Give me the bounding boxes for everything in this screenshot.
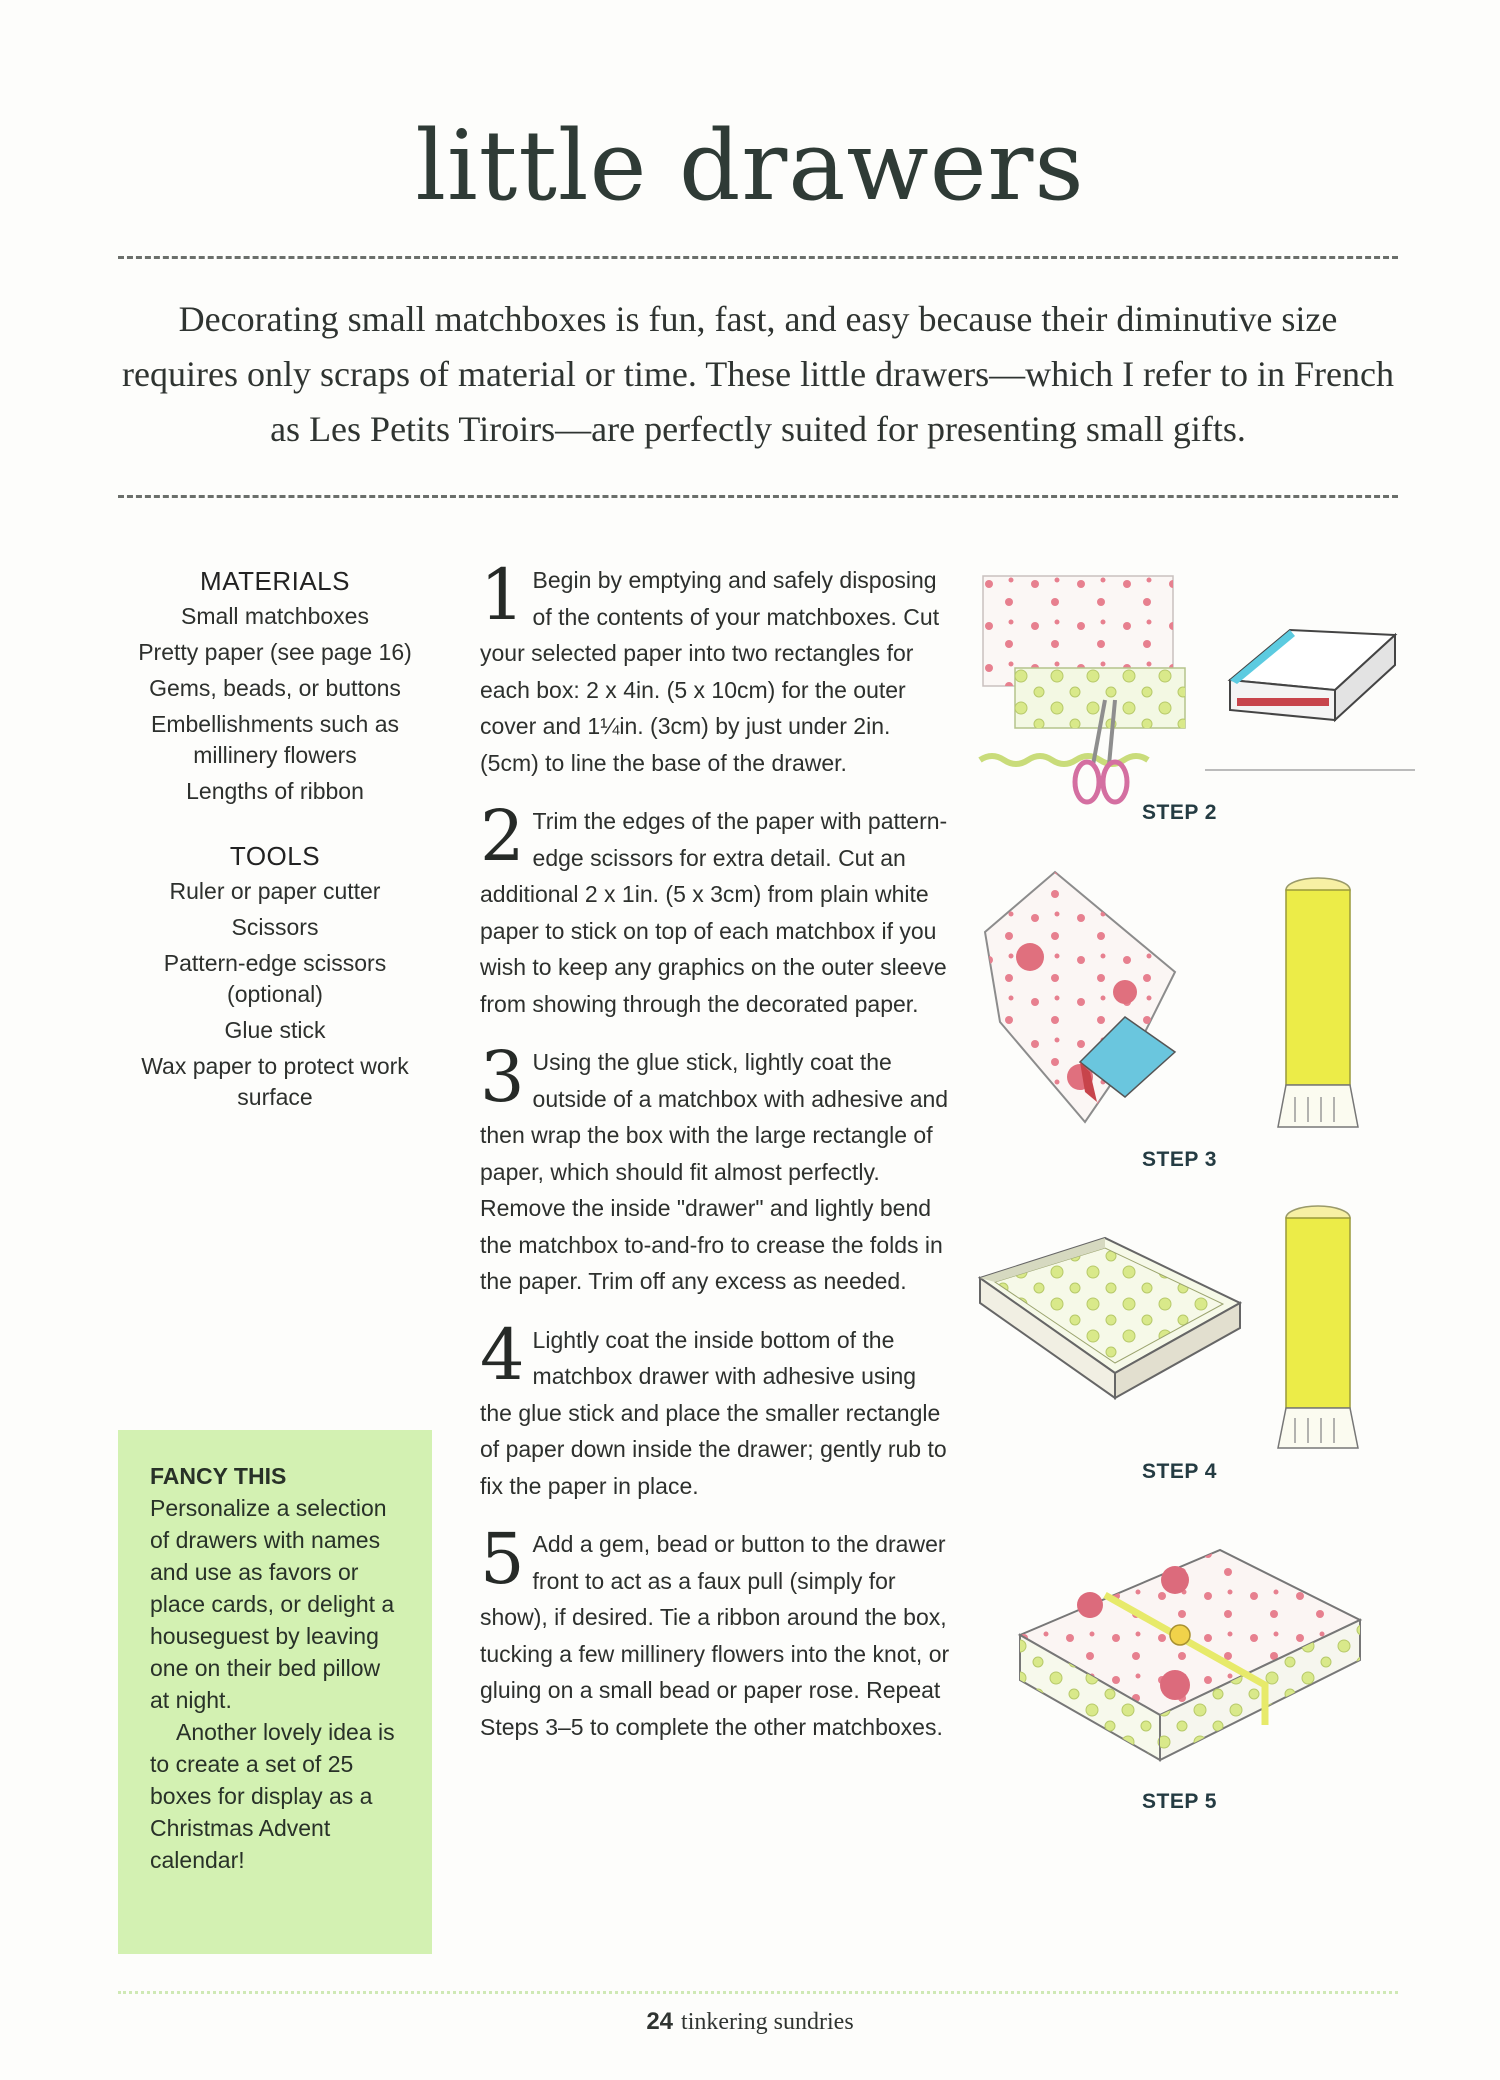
step-text: Lightly coat the inside bottom of the matchbox drawer with adhesive using the glue stick and place the smaller rectangle of paper down inside the drawer; gently rub to fix the paper in place. [480,1326,947,1499]
fancy-this-box [118,1430,432,1954]
top-divider [118,256,1398,259]
finished-matchbox-icon [1020,1550,1360,1760]
instructions [480,554,950,1767]
tools-item: Ruler or paper cutter [169,878,381,904]
page-footer [0,2008,1500,2036]
step-number: 5 [480,1518,525,1600]
glue-stick-icon [1278,878,1358,1127]
tools-item: Scissors [231,914,319,940]
step-text: Using the glue stick, lightly coat the outside of a matchbox with adhesive and then wrap the box with the large rectangle of paper, which should fit almost perfectly. Remove the inside "drawer" and lightly bend the matchbox to-and-fro to crease the folds in the paper. Trim off any excess as needed. [480,1049,949,1294]
step-text: Trim the edges of the paper with pattern-edge scissors for extra detail. Cut an additional 2 x 1in. (5 x 3cm) from plain white paper to stick on top of each matchbox if you wish to keep any graphics on the outer sleeve from showing through the decorated paper. [480,808,948,1017]
fancy-text: Personalize a selection of drawers with names and use as favors or place cards, or delight a houseguest by leaving one on their bed pillow at night. [150,1495,395,1713]
step-4-caption: STEP 4 [1142,1460,1217,1483]
footer-divider [118,1991,1398,1994]
step-3-illustration [975,862,1415,1152]
step-2-caption: STEP 2 [1142,801,1217,824]
fancy-text-2: Another lovely idea is to create a set of 25 boxes for display as a Christmas Advent calendar! [150,1719,395,1873]
tools-item: Glue stick [224,1017,326,1043]
step-4 [480,1313,950,1505]
drawer-icon [980,1238,1240,1398]
step-number: 1 [480,554,525,636]
materials-item: Small matchboxes [181,603,369,629]
materials-item: Pretty paper (see page 16) [138,639,412,665]
tools-item: Wax paper to protect work surface [141,1053,409,1110]
fancy-lead: FANCY THIS [150,1463,287,1489]
step-1 [480,554,950,781]
materials-item: Gems, beads, or buttons [149,675,401,701]
step-5-caption: STEP 5 [1142,1790,1217,1813]
matchbox-icon [1205,630,1415,770]
materials-item: Lengths of ribbon [186,778,364,804]
glue-stick-icon [1278,1206,1358,1448]
step-3-caption: STEP 3 [1142,1148,1217,1171]
tools-list [120,876,430,1113]
step-text: Add a gem, bead or button to the drawer front to act as a faux pull (simply for show), if desired. Tie a ribbon around the box, tucking a few millinery flowers into the knot, or gluing on a small bead or paper rose. Repeat Steps 3–5 to complete the other matchboxes. [480,1531,950,1740]
step-5-illustration [1010,1540,1390,1790]
step-number: 3 [480,1036,525,1118]
step-3 [480,1036,950,1300]
materials-list [120,601,430,807]
step-2 [480,795,950,1022]
page-number: 24 [646,2008,674,2035]
materials-item: Embellishments such as millinery flowers [151,711,399,768]
step-text: Begin by emptying and safely disposing of the contents of your matchboxes. Cut your selected paper into two rectangles for each box: 2 x 4in. (5 x 10cm) for the outer cover and 1¼in. (3cm) by just under 2in. (5cm) to line the base of the drawer. [480,567,940,776]
trimmed-paper-strip [980,756,1148,764]
step-2-illustration [975,570,1415,815]
tools-item: Pattern-edge scissors (optional) [163,950,387,1007]
step-4-illustration [975,1198,1415,1453]
step-number: 4 [480,1313,525,1396]
step-number: 2 [480,795,525,877]
intro-paragraph: Decorating small matchboxes is fun, fast, and easy because their diminutive size requires only scraps of material or time. These little drawers—which I refer to in French as Les Petits Tiroirs—are perfectly suited for presenting small gifts. [122,299,1394,449]
materials-tools-column [120,566,430,1118]
page-title: little drawers [415,110,1085,222]
step-5 [480,1518,950,1745]
intro-divider [118,495,1398,498]
section-name: tinkering sundries [681,2009,854,2035]
tools-heading: TOOLS [229,841,321,871]
wrapped-matchbox-icon [985,872,1175,1122]
materials-heading: MATERIALS [200,566,350,596]
